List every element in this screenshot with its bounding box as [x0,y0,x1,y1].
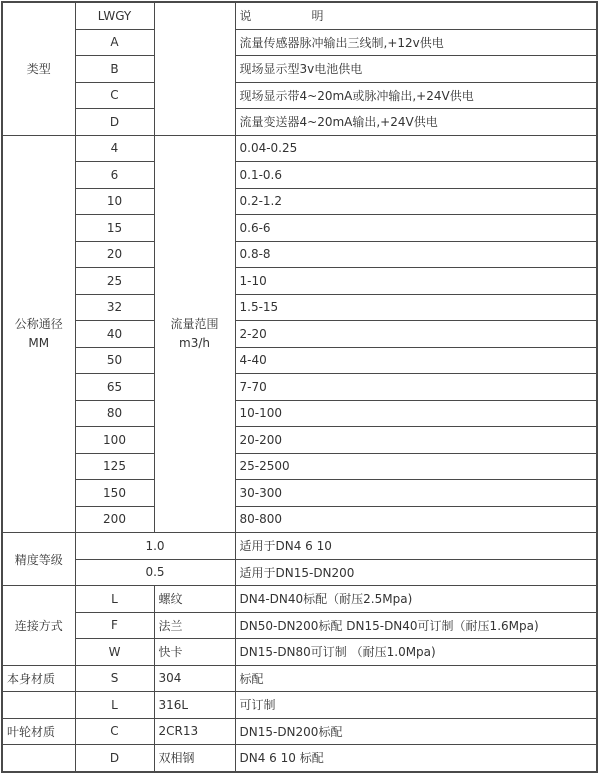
flow-range-cell: 0.8-8 [235,241,597,268]
connection-desc-cell: DN15-DN80可订制 （耐压1.0Mpa) [235,639,597,666]
diameter-size-cell: 125 [75,453,154,480]
diameter-row [2,321,597,348]
flow-range-cell: 0.04-0.25 [235,135,597,162]
type-desc-cell: 现场显示带4~20mA或脉冲输出,+24V供电 [235,82,597,109]
type-code-cell: A [75,29,154,56]
section-label-accuracy: 精度等级 [2,533,75,586]
diameter-size-cell: 40 [75,321,154,348]
flow-range-label [154,135,235,533]
accuracy-desc-cell: 适用于DN15-DN200 [235,559,597,586]
connection-name-cell: 快卡 [154,639,235,666]
accuracy-desc-cell: 适用于DN4 6 10 [235,533,597,560]
material-desc-cell: DN15-DN200标配 [235,718,597,745]
diameter-row [2,162,597,189]
diameter-label-line1: 公称通径 [14,316,63,331]
diameter-row [2,135,597,162]
diameter-size-cell: 10 [75,188,154,215]
material-row [2,718,597,745]
diameter-row [2,480,597,507]
diameter-size-cell: 32 [75,294,154,321]
diameter-size-cell: 25 [75,268,154,295]
model-code-header: LWGY [75,2,154,29]
flow-range-cell: 25-2500 [235,453,597,480]
diameter-row [2,374,597,401]
connection-desc-cell: DN50-DN200标配 DN15-DN40可订制（耐压1.6Mpa) [235,612,597,639]
section-label-body-material: 本身材质 [2,665,75,692]
flow-range-label-line1: 流量范围 [170,316,219,331]
accuracy-value-cell: 0.5 [75,559,235,586]
material-label-empty-cell [2,745,75,772]
diameter-size-cell: 65 [75,374,154,401]
connection-code-cell: L [75,586,154,613]
connection-desc-cell: DN4-DN40标配（耐压2.5Mpa) [235,586,597,613]
section-label-diameter [2,135,75,533]
diameter-size-cell: 6 [75,162,154,189]
material-name-cell: 304 [154,665,235,692]
material-desc-cell: 可订制 [235,692,597,719]
flow-range-cell: 20-200 [235,427,597,454]
connection-name-cell: 螺纹 [154,586,235,613]
flow-range-cell: 0.6-6 [235,215,597,242]
diameter-size-cell: 20 [75,241,154,268]
empty-spacer-cell [154,2,235,135]
material-name-cell: 双相钢 [154,745,235,772]
description-header: 说 明 [235,2,597,29]
material-row [2,692,597,719]
type-header-row [2,2,597,29]
accuracy-value-cell: 1.0 [75,533,235,560]
type-desc-cell: 流量传感器脉冲输出三线制,+12v供电 [235,29,597,56]
type-code-cell: C [75,82,154,109]
diameter-size-cell: 150 [75,480,154,507]
type-code-cell: D [75,109,154,136]
type-desc-cell: 现场显示型3v电池供电 [235,56,597,83]
diameter-row [2,427,597,454]
section-label-impeller-material: 叶轮材质 [2,718,75,745]
diameter-size-cell: 4 [75,135,154,162]
diameter-row [2,268,597,295]
diameter-size-cell: 50 [75,347,154,374]
diameter-size-cell: 15 [75,215,154,242]
type-row [2,82,597,109]
accuracy-row [2,559,597,586]
flow-range-cell: 80-800 [235,506,597,533]
type-row [2,109,597,136]
material-row [2,745,597,772]
material-code-cell: S [75,665,154,692]
material-row [2,665,597,692]
material-code-cell: L [75,692,154,719]
flow-range-cell: 30-300 [235,480,597,507]
diameter-row [2,188,597,215]
diameter-row [2,215,597,242]
flow-range-cell: 1.5-15 [235,294,597,321]
diameter-size-cell: 100 [75,427,154,454]
type-row [2,56,597,83]
flow-range-cell: 0.1-0.6 [235,162,597,189]
diameter-row [2,241,597,268]
diameter-row [2,506,597,533]
flow-range-cell: 2-20 [235,321,597,348]
flow-range-cell: 1-10 [235,268,597,295]
flow-range-cell: 10-100 [235,400,597,427]
connection-code-cell: F [75,612,154,639]
diameter-row [2,453,597,480]
diameter-size-cell: 200 [75,506,154,533]
type-code-cell: B [75,56,154,83]
material-code-cell: C [75,718,154,745]
flow-range-cell: 7-70 [235,374,597,401]
material-name-cell: 316L [154,692,235,719]
flow-range-cell: 0.2-1.2 [235,188,597,215]
material-desc-cell: 标配 [235,665,597,692]
connection-row [2,586,597,613]
connection-name-cell: 法兰 [154,612,235,639]
connection-code-cell: W [75,639,154,666]
section-label-connection: 连接方式 [2,586,75,666]
diameter-row [2,294,597,321]
flow-range-label-line2: m3/h [179,335,210,350]
type-desc-cell: 流量变送器4~20mA输出,+24V供电 [235,109,597,136]
material-desc-cell: DN4 6 10 标配 [235,745,597,772]
accuracy-row [2,533,597,560]
material-name-cell: 2CR13 [154,718,235,745]
diameter-row [2,347,597,374]
type-row [2,29,597,56]
connection-row [2,639,597,666]
diameter-row [2,400,597,427]
connection-row [2,612,597,639]
diameter-label-line2: MM [28,335,50,350]
diameter-size-cell: 80 [75,400,154,427]
material-code-cell: D [75,745,154,772]
material-label-empty-cell [2,692,75,719]
section-label-type: 类型 [2,2,75,135]
spec-table [1,1,598,773]
flow-range-cell: 4-40 [235,347,597,374]
